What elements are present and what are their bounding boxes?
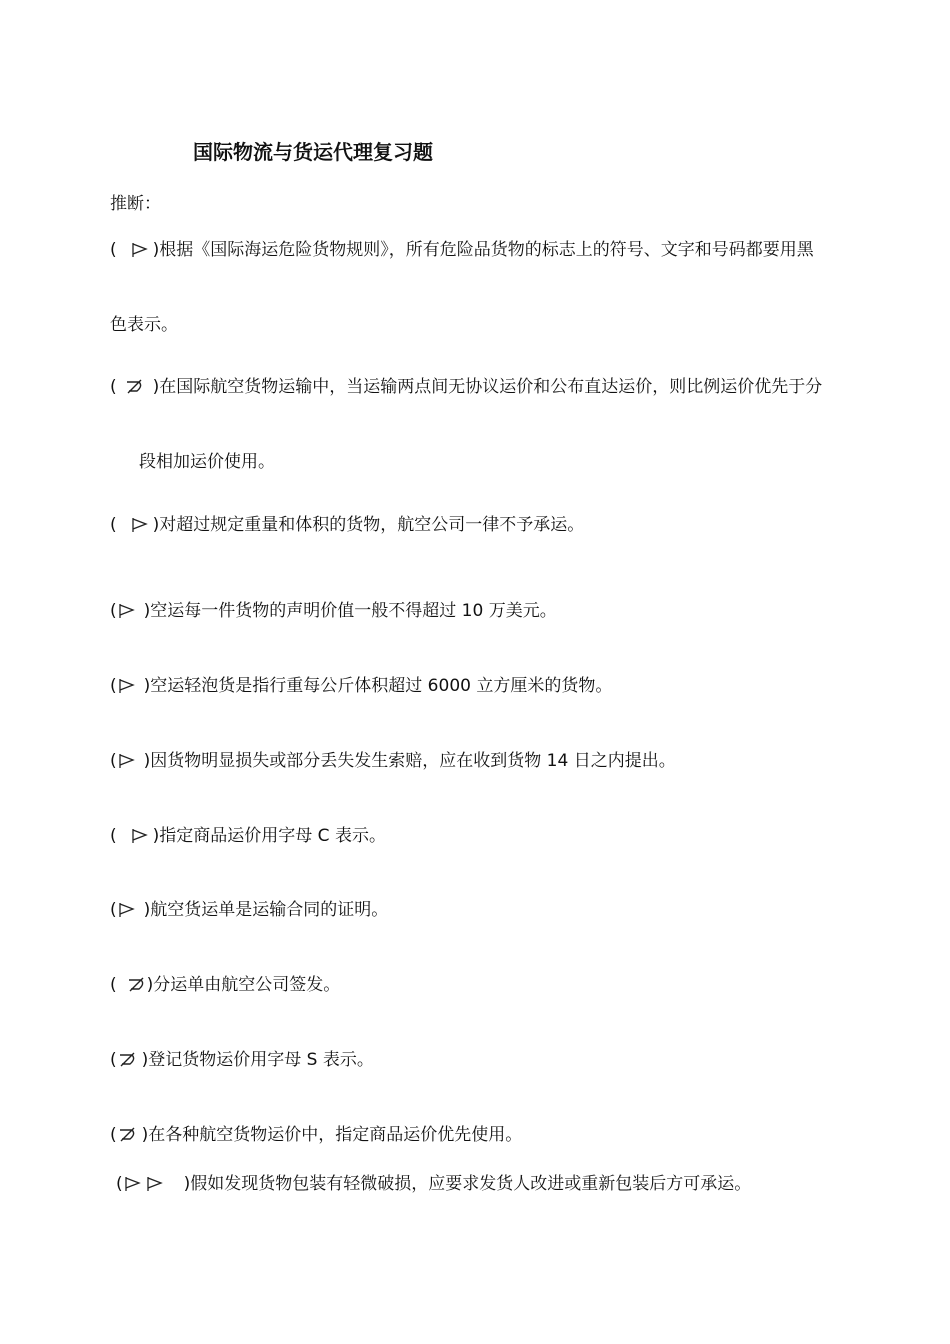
open-paren: ( [110, 240, 117, 260]
open-paren: ( [110, 1125, 117, 1145]
question-item [110, 825, 386, 847]
cross-mark-icon [118, 1126, 138, 1144]
question-item [116, 1173, 751, 1195]
cross-mark-icon [125, 378, 145, 396]
question-text: 分运单由航空公司签发。 [153, 975, 341, 995]
open-paren: ( [110, 515, 117, 535]
section-label: 推断： [110, 194, 161, 214]
question-text: 指定商品运价用字母 C 表示。 [159, 826, 386, 846]
close-paren: ) [183, 1174, 191, 1194]
flag-icon [131, 828, 149, 844]
flag-icon [118, 678, 136, 694]
close-paren: ) [146, 975, 154, 995]
question-text: 根据《国际海运危险货物规则》，所有危险品货物的标志上的符号、文字和号码都要用黑 [159, 240, 814, 260]
flag-icon [131, 517, 149, 533]
question-text: 假如发现货物包装有轻微破损，应要求发货人改进或重新包装后方可承运。 [190, 1174, 752, 1194]
question-item [110, 514, 584, 536]
question-text: 在各种航空货物运价中，指定商品运价优先使用。 [148, 1125, 523, 1145]
open-paren: ( [110, 377, 117, 397]
open-paren: ( [116, 1174, 123, 1194]
question-text-continuation: 段相加运价使用。 [139, 452, 275, 472]
open-paren: ( [110, 751, 117, 771]
close-paren: ) [152, 826, 160, 846]
cross-mark-icon [118, 1051, 138, 1069]
open-paren: ( [110, 826, 117, 846]
close-paren: ) [152, 377, 160, 397]
question-item [110, 974, 340, 996]
flag-icon [131, 242, 149, 258]
question-item [110, 899, 388, 921]
open-paren: ( [110, 1050, 117, 1070]
flag-icon [118, 753, 136, 769]
close-paren: ) [143, 751, 151, 771]
close-paren: ) [143, 676, 151, 696]
question-text: 对超过规定重量和体积的货物，航空公司一律不予承运。 [159, 515, 585, 535]
open-paren: ( [110, 900, 117, 920]
close-paren: ) [143, 900, 151, 920]
question-text: 在国际航空货物运输中，当运输两点间无协议运价和公布直达运价，则比例运价优先于分 [159, 377, 823, 397]
cross-mark-icon [127, 976, 147, 994]
open-paren: ( [110, 975, 117, 995]
question-text-continuation: 色表示。 [110, 315, 178, 335]
question-text: 因货物明显损失或部分丢失发生索赔，应在收到货物 14 日之内提出。 [150, 751, 676, 771]
question-item [110, 376, 822, 398]
close-paren: ) [152, 515, 160, 535]
question-text: 登记货物运价用字母 S 表示。 [148, 1050, 374, 1070]
flag-icon [118, 902, 136, 918]
question-item [110, 1049, 374, 1071]
close-paren: ) [152, 240, 160, 260]
close-paren: ) [141, 1050, 149, 1070]
question-item [110, 1124, 522, 1146]
question-continuation [110, 314, 178, 336]
question-item [110, 239, 814, 261]
close-paren: ) [143, 601, 151, 621]
question-text: 航空货运单是运输合同的证明。 [150, 900, 389, 920]
question-item [110, 750, 676, 772]
question-text: 空运轻泡货是指行重每公斤体积超过 6000 立方厘米的货物。 [150, 676, 613, 696]
question-item [110, 675, 612, 697]
question-continuation [139, 451, 275, 473]
double-flag-icon [124, 1176, 170, 1192]
open-paren: ( [110, 676, 117, 696]
question-text: 空运每一件货物的声明价值一般不得超过 10 万美元。 [150, 601, 557, 621]
close-paren: ) [141, 1125, 149, 1145]
document-title: 国际物流与货运代理复习题 [193, 140, 433, 164]
flag-icon [118, 603, 136, 619]
open-paren: ( [110, 601, 117, 621]
question-item [110, 600, 557, 622]
